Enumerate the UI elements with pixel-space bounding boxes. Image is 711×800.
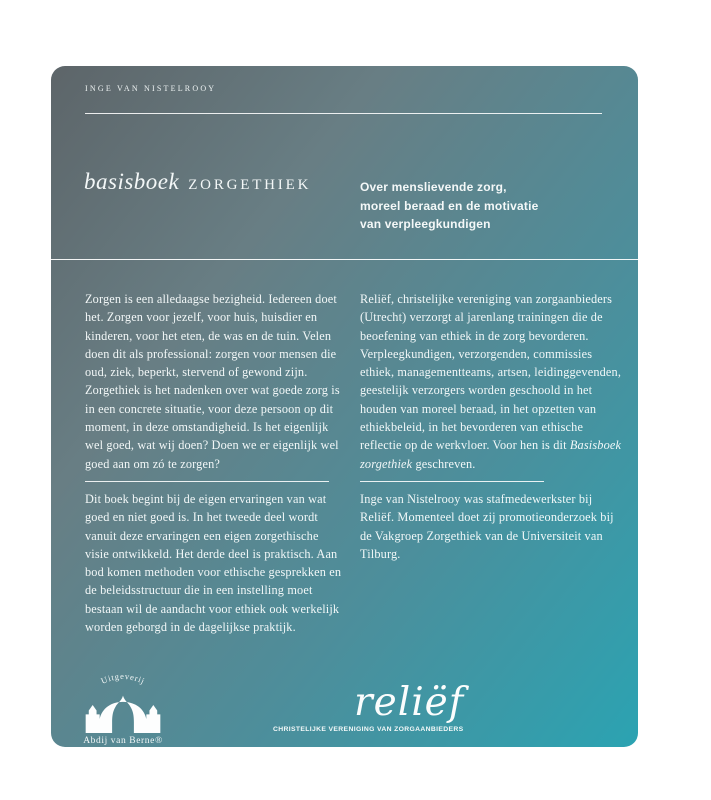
inline-book-title: Basisboek zorgethiek — [360, 438, 622, 471]
title-zorgethiek: ZORGETHIEK — [188, 177, 312, 193]
book-back-cover — [51, 66, 638, 747]
relief-description-paragraph — [360, 290, 622, 473]
abbey-gate-icon — [84, 691, 162, 733]
subtitle-line: moreel beraad en de motivatie — [360, 198, 539, 213]
author-bio-paragraph: Inge van Nistelrooy was stafmedewerkster bij Reliëf. Momenteel doet zij promotieonderzoek bij de Vakgroep Zorgethiek van de Universiteit van Tilburg. — [360, 492, 614, 561]
svg-text:Uitgeverij: Uitgeverij — [99, 670, 147, 686]
book-title — [84, 169, 311, 195]
relief-paragraph-end: geschreven. — [412, 456, 476, 471]
title-basisboek: basisboek — [84, 169, 180, 194]
uitgeverij-arc-text — [77, 667, 169, 691]
section-divider — [51, 259, 638, 260]
author-name: INGE VAN NISTELROOY — [85, 84, 217, 93]
publisher-name: Abdij van Berne® — [83, 736, 163, 746]
subtitle-block — [360, 178, 539, 234]
relief-paragraph-text: Reliëf, christelijke vereniging van zorgaanbieders (Utrecht) verzorgt al jarenlang trainingen die de beoefening van ethiek in de zorg bevorderen. Verpleegkundigen, verzorgenden, commissies ethiek, managementteams, artsen, leidinggevenden, geestelijk verzorgers worden geschoold in het houden van moreel beraad, in het opzetten van ethiekbeleid, in het bevorderen van ethische reflectie op de werkvloer. Voor hen is dit — [360, 292, 622, 453]
relief-logo-tagline: CHRISTELIJKE VERENIGING VAN ZORGAANBIEDERS — [273, 726, 464, 733]
left-paragraph-divider — [85, 481, 329, 482]
book-structure-paragraph: Dit boek begint bij de eigen ervaringen van wat goed en niet goed is. In het tweede deel wordt vanuit deze ervaringen een eigen zorgethische visie ontwikkeld. Het derde deel is praktisch. Aan bod komen methoden voor ethische gesprekken en de beleidsstructuur die in een instelling moet bestaan wil de aandacht voor ethiek ook werkelijk worden geborgd in de dagelijkse praktijk. — [85, 492, 342, 635]
subtitle-line: Over menslievende zorg, — [360, 180, 507, 194]
right-paragraph-divider — [360, 481, 544, 482]
publisher-logo-berne — [75, 667, 171, 746]
intro-paragraph: Zorgen is een alledaagse bezigheid. Iedereen doet het. Zorgen voor jezelf, voor huis, huisdier en kinderen, voor het eten, de was en de tuin. Velen doen dit als professional: zorgen voor mensen die oud, ziek, beperkt, stervend of gewond zijn. Zorgethiek is het nadenken over wat goede zorg is in een concrete situatie, voor deze persoon op dit moment, in deze omstandigheid. Is het eigenlijk wel goed, wat wij doen? Doen we er eigenlijk wel goed aan om zó te zorgen? — [85, 292, 340, 471]
header-divider — [85, 113, 602, 114]
subtitle-line: van verpleegkundigen — [360, 217, 491, 232]
relief-logo-wordmark: reliëf — [354, 680, 465, 725]
